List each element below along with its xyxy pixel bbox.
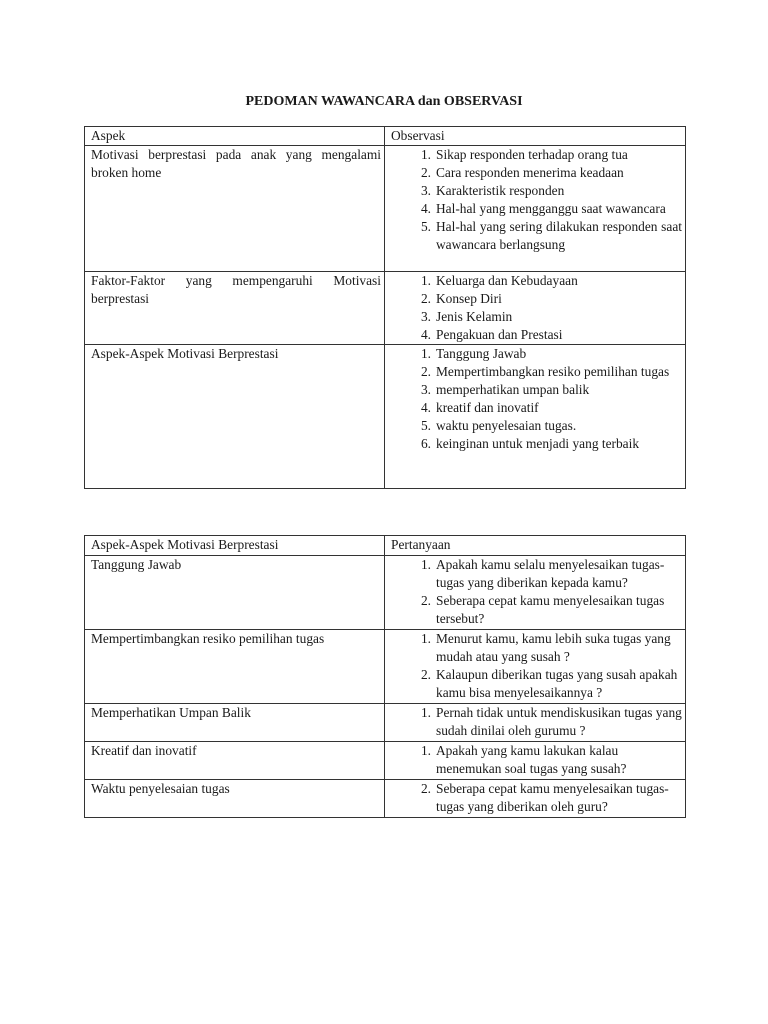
list-number: 3.	[420, 382, 431, 397]
aspect-cell: Aspek-Aspek Motivasi Berprestasi	[85, 345, 385, 489]
list-item	[391, 146, 682, 164]
list-number: 3.	[420, 183, 431, 198]
list-item-text: Sikap responden terhadap orang tua	[436, 147, 628, 162]
list-cell	[385, 272, 686, 345]
list-number: 1.	[420, 346, 431, 361]
list-item-text: Pernah tidak untuk mendiskusikan tugas yang sudah dinilai oleh gurumu ?	[436, 705, 682, 738]
list-number: 1.	[420, 705, 431, 720]
list-item	[391, 363, 682, 381]
aspect-cell: Memperhatikan Umpan Balik	[85, 704, 385, 742]
list-item-text: memperhatikan umpan balik	[436, 382, 590, 397]
list-cell	[385, 556, 686, 630]
list-item-text: Apakah kamu selalu menyelesaikan tugas-tugas yang diberikan kepada kamu?	[436, 557, 665, 590]
list-item-text: Jenis Kelamin	[436, 309, 513, 324]
list-number: 6.	[420, 436, 431, 451]
list-cell	[385, 630, 686, 704]
table-row	[85, 704, 686, 742]
list-item	[391, 164, 682, 182]
list-item	[391, 218, 682, 254]
list-item-text: Apakah yang kamu lakukan kalau menemukan soal tugas yang susah?	[436, 743, 627, 776]
list-number: 1.	[420, 743, 431, 758]
numbered-list	[391, 556, 682, 628]
list-number: 2.	[420, 291, 431, 306]
list-item-text: Seberapa cepat kamu menyelesaikan tugas-tugas yang diberikan oleh guru?	[436, 781, 669, 814]
list-number: 3.	[420, 309, 431, 324]
table-row	[85, 345, 686, 489]
list-item	[391, 742, 682, 778]
list-item-text: waktu penyelesaian tugas.	[436, 418, 577, 433]
list-item	[391, 381, 682, 399]
numbered-list	[391, 345, 682, 453]
list-item-text: Karakteristik responden	[436, 183, 565, 198]
numbered-list	[391, 146, 682, 254]
aspect-cell: Kreatif dan inovatif	[85, 742, 385, 780]
list-item	[391, 272, 682, 290]
aspect-cell: Tanggung Jawab	[85, 556, 385, 630]
table-row	[85, 630, 686, 704]
list-item-text: Mempertimbangkan resiko pemilihan tugas	[436, 364, 670, 379]
numbered-list	[391, 704, 682, 740]
list-item-text: keinginan untuk menjadi yang terbaik	[436, 436, 640, 451]
list-item-text: Pengakuan dan Prestasi	[436, 327, 563, 342]
column-header: Pertanyaan	[385, 536, 686, 556]
list-item-text: Konsep Diri	[436, 291, 502, 306]
list-number: 2.	[420, 781, 431, 796]
table-header-row	[85, 127, 686, 146]
list-number: 5.	[420, 418, 431, 433]
list-cell	[385, 345, 686, 489]
list-number: 4.	[420, 400, 431, 415]
list-item	[391, 345, 682, 363]
list-item	[391, 704, 682, 740]
numbered-list	[391, 272, 682, 344]
list-item	[391, 630, 682, 666]
list-number: 1.	[420, 631, 431, 646]
list-cell	[385, 146, 686, 272]
table-row	[85, 742, 686, 780]
table-row	[85, 780, 686, 818]
list-item	[391, 308, 682, 326]
observation-table	[84, 126, 686, 489]
list-item-text: Cara responden menerima keadaan	[436, 165, 624, 180]
list-item-text: Tanggung Jawab	[436, 346, 527, 361]
list-item-text: Menurut kamu, kamu lebih suka tugas yang mudah atau yang susah ?	[436, 631, 671, 664]
list-item	[391, 399, 682, 417]
list-number: 2.	[420, 364, 431, 379]
list-item-text: Kalaupun diberikan tugas yang susah apakah kamu bisa menyelesaikannya ?	[436, 667, 678, 700]
list-cell	[385, 704, 686, 742]
list-number: 1.	[420, 273, 431, 288]
list-item	[391, 326, 682, 344]
list-item	[391, 666, 682, 702]
column-header: Aspek	[85, 127, 385, 146]
list-number: 4.	[420, 327, 431, 342]
list-number: 4.	[420, 201, 431, 216]
list-item	[391, 417, 682, 435]
list-item	[391, 200, 682, 218]
table-row	[85, 272, 686, 345]
aspect-cell: Mempertimbangkan resiko pemilihan tugas	[85, 630, 385, 704]
list-number: 1.	[420, 557, 431, 572]
interview-questions-table	[84, 535, 686, 818]
numbered-list	[391, 780, 682, 816]
aspect-cell: Faktor-Faktor yang mempengaruhi Motivasi berprestasi	[85, 272, 385, 345]
list-number: 2.	[420, 593, 431, 608]
list-item	[391, 435, 682, 453]
list-number: 2.	[420, 667, 431, 682]
list-item-text: Hal-hal yang sering dilakukan responden saat wawancara berlangsung	[436, 219, 682, 252]
column-header: Aspek-Aspek Motivasi Berprestasi	[85, 536, 385, 556]
numbered-list	[391, 630, 682, 702]
list-number: 2.	[420, 165, 431, 180]
list-item	[391, 556, 682, 592]
list-item-text: kreatif dan inovatif	[436, 400, 539, 415]
list-item-text: Keluarga dan Kebudayaan	[436, 273, 578, 288]
list-item-text: Hal-hal yang mengganggu saat wawancara	[436, 201, 666, 216]
aspect-cell: Waktu penyelesaian tugas	[85, 780, 385, 818]
list-cell	[385, 742, 686, 780]
table-row	[85, 146, 686, 272]
table-header-row	[85, 536, 686, 556]
column-header: Observasi	[385, 127, 686, 146]
list-item-text: Seberapa cepat kamu menyelesaikan tugas tersebut?	[436, 593, 665, 626]
list-item	[391, 182, 682, 200]
aspect-cell: Motivasi berprestasi pada anak yang mengalami broken home	[85, 146, 385, 272]
list-number: 5.	[420, 219, 431, 234]
list-item	[391, 780, 682, 816]
list-cell	[385, 780, 686, 818]
page-title: PEDOMAN WAWANCARA dan OBSERVASI	[245, 94, 523, 109]
list-item	[391, 592, 682, 628]
numbered-list	[391, 742, 682, 778]
table-row	[85, 556, 686, 630]
list-item	[391, 290, 682, 308]
list-number: 1.	[420, 147, 431, 162]
